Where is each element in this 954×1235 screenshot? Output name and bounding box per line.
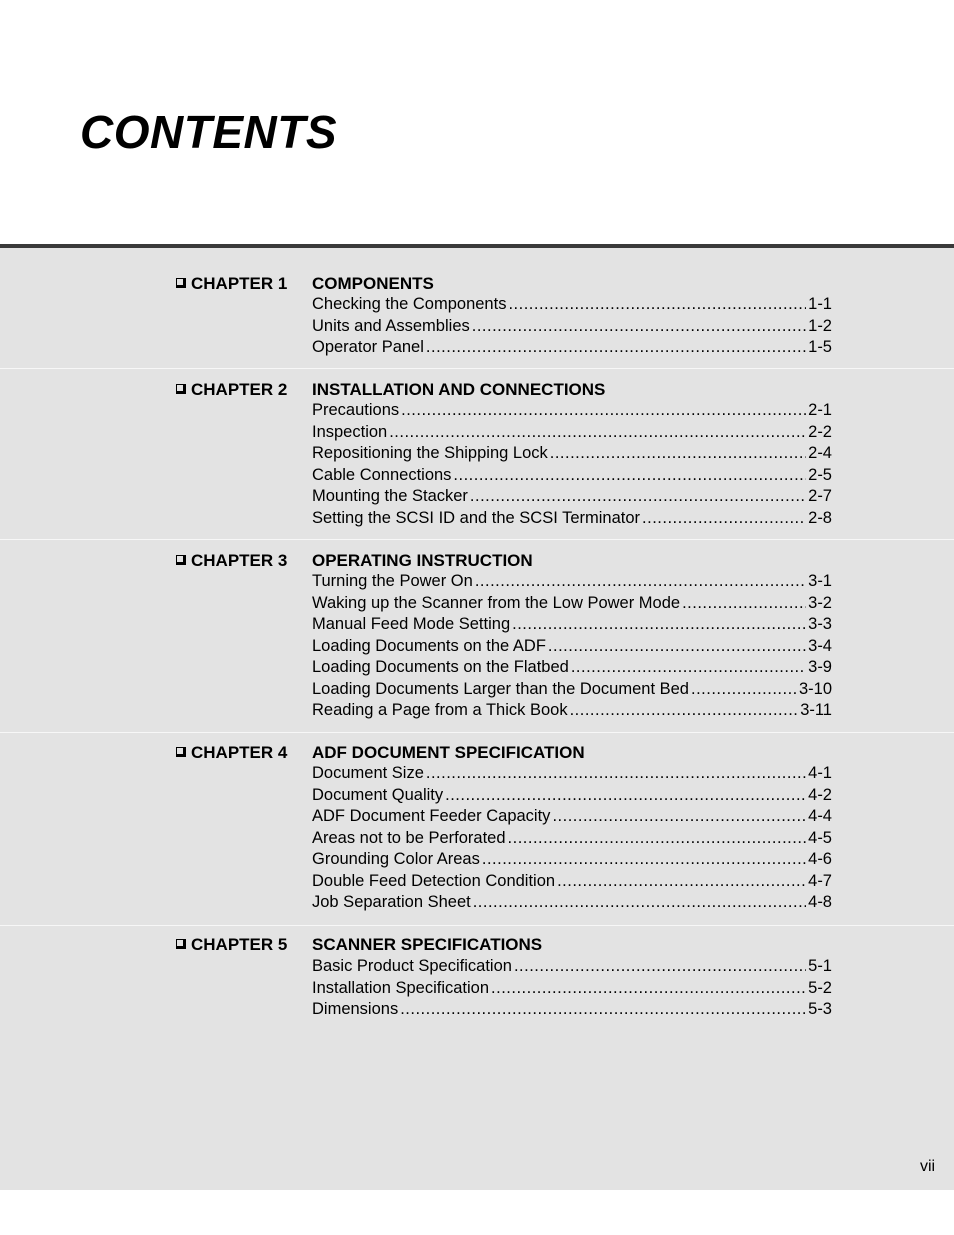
dot-leader	[512, 614, 806, 636]
toc-entry[interactable]: ADF Document Feeder Capacity ..... 4-4	[312, 806, 832, 828]
chapter-entries-4	[312, 763, 832, 914]
dot-leader	[548, 636, 806, 658]
chapter-title-1: COMPONENTS	[312, 274, 434, 293]
dot-leader	[426, 337, 806, 359]
toc-entry[interactable]: Document Size ..... 4-1	[312, 763, 832, 785]
chapter-label-3: CHAPTER 3	[176, 551, 287, 571]
chapter-section-3	[0, 540, 954, 733]
toc-entry[interactable]: Loading Documents Larger than the Document Bed ..... 3-10	[312, 679, 832, 701]
toc-entry[interactable]: Operator Panel ..... 1-5	[312, 337, 832, 359]
dot-leader	[508, 828, 807, 850]
chapter-title-4: ADF DOCUMENT SPECIFICATION	[312, 743, 585, 762]
chapter-section-5	[0, 926, 954, 1190]
toc-entry[interactable]: Precautions ..... 2-1	[312, 400, 832, 422]
chapter-title-3: OPERATING INSTRUCTION	[312, 551, 533, 570]
chapter-section-4	[0, 733, 954, 926]
chapter-section-2	[0, 369, 954, 540]
toc-entry[interactable]: Reading a Page from a Thick Book ..... 3-11	[312, 700, 832, 722]
chapter-title-2: INSTALLATION AND CONNECTIONS	[312, 380, 606, 399]
toc-panel	[0, 248, 954, 1190]
dot-leader	[453, 465, 806, 487]
dot-leader	[445, 785, 806, 807]
toc-entry[interactable]: Checking the Components ..... 1-1	[312, 294, 832, 316]
checkbox-bullet-icon	[176, 747, 186, 757]
checkbox-bullet-icon	[176, 384, 186, 394]
page-number: vii	[920, 1158, 936, 1175]
dot-leader	[691, 679, 797, 701]
toc-entry[interactable]: Inspection ..... 2-2	[312, 422, 832, 444]
dot-leader	[470, 486, 806, 508]
toc-entry[interactable]: Units and Assemblies ..... 1-2	[312, 316, 832, 338]
dot-leader	[401, 400, 806, 422]
dot-leader	[557, 871, 806, 893]
dot-leader	[508, 294, 806, 316]
toc-entry[interactable]: Basic Product Specification ..... 5-1	[312, 956, 832, 978]
dot-leader	[514, 956, 806, 978]
dot-leader	[473, 892, 806, 914]
toc-entry[interactable]: Cable Connections ..... 2-5	[312, 465, 832, 487]
dot-leader	[552, 806, 806, 828]
toc-entry[interactable]: Waking up the Scanner from the Low Power Mode ..... 3-2	[312, 593, 832, 615]
checkbox-bullet-icon	[176, 939, 186, 949]
toc-entry[interactable]: Installation Specification ..... 5-2	[312, 978, 832, 1000]
dot-leader	[389, 422, 806, 444]
dot-leader	[426, 763, 806, 785]
chapter-entries-5	[312, 956, 832, 1021]
toc-entry[interactable]: Manual Feed Mode Setting ..... 3-3	[312, 614, 832, 636]
chapter-entries-2	[312, 400, 832, 529]
chapter-label-4: CHAPTER 4	[176, 743, 287, 763]
dot-leader	[642, 508, 806, 530]
chapter-label-5: CHAPTER 5	[176, 935, 287, 955]
toc-entry[interactable]: Dimensions ..... 5-3	[312, 999, 832, 1021]
chapter-title-5: SCANNER SPECIFICATIONS	[312, 935, 543, 954]
toc-entry[interactable]: Mounting the Stacker ..... 2-7	[312, 486, 832, 508]
dot-leader	[571, 657, 806, 679]
chapter-label-2: CHAPTER 2	[176, 380, 287, 400]
toc-entry[interactable]: Repositioning the Shipping Lock ..... 2-4	[312, 443, 832, 465]
toc-entry[interactable]: Document Quality ..... 4-2	[312, 785, 832, 807]
dot-leader	[472, 316, 806, 338]
dot-leader	[550, 443, 806, 465]
dot-leader	[400, 999, 806, 1021]
dot-leader	[475, 571, 806, 593]
page-title: CONTENTS	[80, 106, 337, 158]
dot-leader	[570, 700, 799, 722]
chapter-section-1	[0, 248, 954, 369]
dot-leader	[682, 593, 806, 615]
toc-entry[interactable]: Job Separation Sheet ..... 4-8	[312, 892, 832, 914]
checkbox-bullet-icon	[176, 555, 186, 565]
toc-entry[interactable]: Areas not to be Perforated ..... 4-5	[312, 828, 832, 850]
chapter-label-1: CHAPTER 1	[176, 274, 287, 294]
dot-leader	[482, 849, 806, 871]
checkbox-bullet-icon	[176, 278, 186, 288]
chapter-entries-3	[312, 571, 832, 722]
toc-entry[interactable]: Double Feed Detection Condition ..... 4-7	[312, 871, 832, 893]
toc-entry[interactable]: Loading Documents on the ADF ..... 3-4	[312, 636, 832, 658]
chapter-entries-1	[312, 294, 832, 359]
toc-entry[interactable]: Setting the SCSI ID and the SCSI Terminator ..... 2-8	[312, 508, 832, 530]
toc-entry[interactable]: Loading Documents on the Flatbed ..... 3-9	[312, 657, 832, 679]
toc-entry[interactable]: Turning the Power On ..... 3-1	[312, 571, 832, 593]
dot-leader	[491, 978, 806, 1000]
toc-entry[interactable]: Grounding Color Areas ..... 4-6	[312, 849, 832, 871]
